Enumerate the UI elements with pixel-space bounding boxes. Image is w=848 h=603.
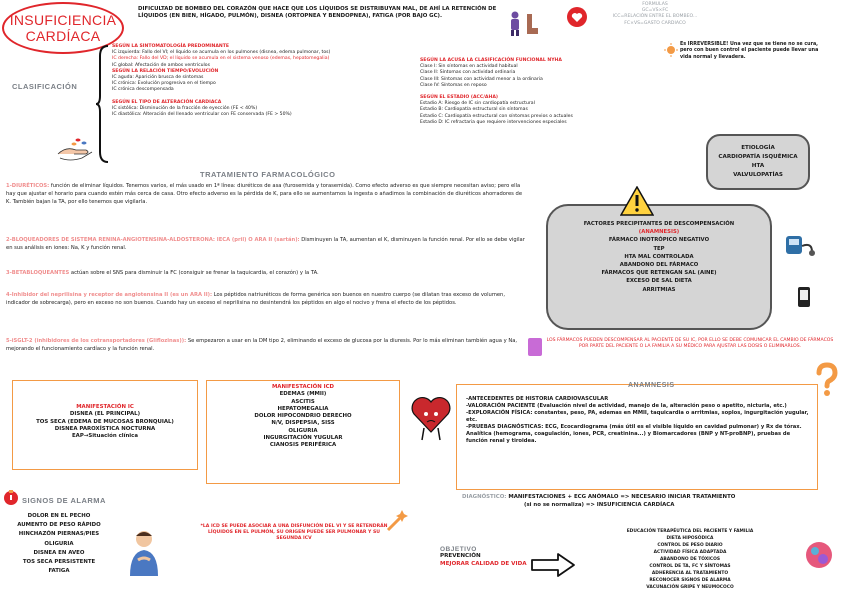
group-item: Clase II: Síntomas con actividad ordinaria [420,70,516,76]
clinical-item: CIANOSIS PERIFÉRICA [269,442,337,449]
clinical-item: TOS SECA (EDEMA DE MUCOSAS BRONQUIAL) [36,418,174,425]
icd-note: *LA ICD SE PUEDE ASOCIAR A UNA DISFUNCIÓN DEL VI Y SE RETENDRÁN LÍQUIDOS EN EL PULMÓN, SU ORIGEN PUEDE SER PULMONAR Y SU SEGUNDA ICV [200,524,388,542]
formula-line: ICC=RELACIÓN ENTRE EL BOMBEO... [612,14,698,20]
patient-edema-icon [508,10,542,38]
drug-warning-note: LOS FÁRMACOS PUEDEN DESCOMPENSAR AL PACIENTE DE SU IC, POR ELLO SE DEBE COMUNICAR EL CAMBIO DE FÁRMACOS POR PARTE DEL PACIENTE O LA FAMILIA A SU MÉDICO PARA AJUSTAR LAS DOSIS O ELIMINARLOS. [546,338,834,350]
clinical-item: ASCITIS [291,398,315,405]
formula-line: FC×VS=GASTO CARDIACO [624,20,686,26]
objective-label: OBJETIVO [440,546,477,553]
classification-right [420,58,650,126]
group-item: IC crónica descompensada [112,87,174,93]
warning-item: FATIGA [48,568,70,575]
precipitating-subtitle: (ANAMNESIS) [638,229,680,236]
etiology-item: CARDIOPATÍA ISQUÉMICA [718,153,798,160]
treatment-text: Los péptidos natriuréticos de forma genérica son buenos en nuestro cuerpo (se dilatan tras exceso de volumen, indicador de sobrecarga), pero en exceso no son buenos. Cuando hay un exceso el neprilisina no desintendrá los péptidos en algo el nocivo y frena el efecto de los péptidos. [6,292,505,306]
group-item: IC global: Afectación de ambos ventrículos [112,62,211,68]
diagnosis-text-2: (si no se normaliza) => INSUFICIENCIA CARDÍACA [524,502,675,508]
education-item: DIETA HIPOSÓDICA [666,536,714,542]
precipitating-item: TEP [653,245,665,252]
education-item: EDUCACIÓN TERAPÉUTICA DEL PACIENTE Y FAMILIA [626,529,754,534]
warning-item: TOS SECA PERSISTENTE [22,558,96,565]
group-item: Clase I: Sin síntomas en actividad habitual [420,64,518,70]
group-item: Clase IV: Síntomas en reposo [420,82,487,88]
diagnosis-label: DIAGNÓSTICO: [462,494,507,500]
formula-line: GC=VS×FC [641,8,669,14]
group-title: SEGÚN LA SINTOMATOLOGÍA PREDOMINANTE [112,44,230,49]
group-item: IC aguda: Aparición brusca de síntomas [112,74,204,80]
clinical-item: EDEMAS (MMII) [279,391,327,398]
phone-icon [796,286,812,308]
education-item: ABANDONO DE TÓXICOS [659,557,720,563]
precipitating-item: EXCESO DE SAL DIETA [626,278,692,285]
etiology-item: VALVULOPATÍAS [733,171,783,178]
warning-item: AUMENTO DE PESO RÁPIDO [17,522,101,529]
clinical-item: OLIGURIA [288,427,318,434]
clinical-item: DISNEA (EL PRINCIPAL) [69,411,141,418]
objective-item: PREVENCIÓN [440,553,481,559]
treatment-heading: 1-DIURÉTICOS: [6,183,50,189]
group-item: IC izquierda: Fallo del VI; el líquido se acumula en los pulmones (disnea, edema pulmonar, tos) [112,50,331,56]
education-item: CONTROL DE TA, FC Y SÍNTOMAS [649,564,731,570]
precipitating-title: FACTORES PRECIPITANTES DE DESCOMPENSACIÓN [583,221,735,227]
clinical-item: INGURGITACIÓN YUGULAR [263,435,343,442]
precipitating-item: FÁRMACOS QUE RETENGAN SAL (AINE) [601,270,717,277]
warning-item: DISNEA EN AVEO [33,549,85,556]
pills-hand-icon [56,132,96,166]
group-item: Estadio D: IC refractaria que requiere intervenciones especiales [420,119,567,125]
group-item: IC sistólica: Disminución de la fracción de eyección (FE < 40%) [112,105,258,111]
arrow-right-icon [530,552,576,578]
group-item: IC crónica: Evolución progresiva en el tiempo [112,81,216,87]
treatment-para-1 [6,183,526,206]
anamnesis-item: -PRUEBAS DIAGNÓSTICAS: ECG, Ecocardiograma (más útil es el visible líquido en cavidad pulmonar) y Rx de tórax. Analítica (hemograma, coagulación, iones, PCR, creatinina...) y Biomarcadores (BNP y NT-proBNP), pruebas de función renal y tiroidea. [466,424,802,445]
warning-signs-title: SIGNOS DE ALARMA [22,496,106,505]
sun-icon [664,42,678,56]
treatment-para-5 [6,338,526,354]
precipitating-item: ARRITMIAS [642,286,676,293]
education-item: RECONOCER SIGNOS DE ALARMA [649,578,731,584]
classification-left [112,44,412,118]
treatment-title: TRATAMIENTO FARMACOLÓGICO [200,170,336,179]
treatment-heading: 5-iSGLT-2 (inhibidores de los cotransportadores (Gliflozinas)): [6,338,187,344]
question-icon [812,362,842,398]
group-item: IC derecha: Fallo del VD; el líquido se acumula en el sistema venoso (edemas, hepatomegalia) [112,56,330,62]
group-item: Estadio C: Cardiopatía estructural con síntomas previos o actuales [420,113,573,119]
group-item: IC diastólica: Alteración del llenado ventricular con FE conservada (FE > 50%) [112,111,292,117]
classification-brace [96,44,110,164]
treatment-heading: 3-BETABLOQUEANTES [6,270,70,276]
anamnesis-title: ANAMNESIS [628,382,675,389]
anamnesis-item: -ANTECEDENTES DE HISTORIA CARDIOVASCULAR [466,396,609,402]
education-list [580,528,800,591]
objective-block [440,546,530,568]
globe-icon [804,540,834,570]
left-clinical-content [12,404,198,440]
warning-signs-list [4,512,114,576]
etiology-title: ETIOLOGÍA [741,145,775,151]
bp-monitor-icon [784,232,816,258]
definition-text: DIFICULTAD DE BOMBEO DEL CORAZÓN QUE HACE QUE LOS LÍQUIDOS SE DISTRIBUYAN MAL, DE AHÍ LA RETENCIÓN DE LÍQUIDOS (EN BIEN, HÍGADO, PULMÓN), DISNEA (ORTOPNEA Y BENDOPNEA), FATIGA (POR BAJO GC). [138,6,497,20]
title-line-2: CARDÍACA [25,28,101,44]
gradient-shape-icon [528,338,542,356]
treatment-heading: 4-Inhibidor del neprilisina y receptor de angiotensina II (es un ARA II): [6,292,213,298]
treatment-para-3 [6,270,526,278]
group-item: Clase III: Síntomas con actividad menor a la ordinaria [420,76,543,82]
etiology-item: HTA [751,162,765,169]
clinical-item: DISNEA PAROXÍSTICA NOCTURNA [54,425,156,432]
group-title: SEGÚN LA ACUSA LA CLASIFICACIÓN FUNCIONAL NYHA [420,58,562,63]
precipitating-item: ABANDONO DEL FÁRMACO [619,262,699,269]
classification-label: CLASIFICACIÓN [12,82,78,91]
treatment-text: actúan sobre el SNS para disminuir la FC (consiguir se frenar la taquicardia, el corazón) y la TA. [70,270,319,276]
warning-item: HINCHAZÓN PIERNAS/PIES [18,531,100,538]
title-line-1: INSUFICIENCIA [9,12,117,28]
irreversible-note: Es IRREVERSIBLE! Una vez que se tiene no se cura, pero con buen control el paciente puede llevar una vida normal y llevadera. [680,42,819,60]
person-chest-pain-icon [124,528,164,578]
anamnesis-item: -VALORACIÓN PACIENTE (Evaluación nivel de actividad, manejo de la, alteración peso o apetito, nicturia, etc.) [466,403,787,410]
treatment-para-4 [6,292,526,308]
precipitating-item: HTA MAL CONTROLADA [624,253,694,260]
clinical-item: N/V, DISPEPSIA, SISS [271,420,335,427]
warning-icon [620,186,654,216]
education-item: CONTROL DE PESO DIARIO [657,543,723,549]
education-item: ACTIVIDAD FÍSICA ADAPTADA [653,550,727,556]
education-item: ADHERENCIA AL TRATAMIENTO [651,571,729,577]
precipitating-item: FÁRMACO INOTRÓPICO NEGATIVO [608,237,710,244]
group-title: SEGÚN LA RELACIÓN TIEMPO/EVOLUCIÓN [112,68,219,74]
group-title: SEGÚN EL ESTADIO (ACC/AHA) [420,94,498,100]
anamnesis-item: -EXPLORACIÓN FÍSICA: constantes, peso, PA, edemas en MMII, taquicardia o arritmias, soplos, ingurgitación yugular, etc. [466,410,809,424]
treatment-text: Disminuyen la TA, aumentan el K, disminuyen la función renal. Por ello se debe vigilar en sus análisis en iones: Na, K y función renal. [6,237,525,251]
clinical-item: EAP→Situación clínica [72,433,138,440]
clinical-item: HEPATOMEGALIA [277,405,329,412]
formula-note [600,2,710,27]
middle-clinical-content [206,384,400,450]
objective-item: MEJORAR CALIDAD DE VIDA [440,560,527,567]
clinical-item: DOLOR HIPOCONDRIO DERECHO [254,413,352,420]
education-item: VACUNACIÓN GRIPE Y NEUMOCOCO [646,585,734,591]
group-item: Estadio B: Cardiopatía estructural sin síntomas [420,107,528,113]
group-title: SEGÚN EL TIPO DE ALTERACIÓN CARDIACA [112,99,222,105]
warning-item: OLIGURIA [44,540,74,547]
anamnesis-content [466,396,810,445]
treatment-text: función de eliminar líquidos. Tenemos varios, el más usado en 1ª línea: diuréticos de asa (furosemida y torasemida). Como efecto adverso es que siempre necesitan aviso; pero ella hay que ajustar el horario para cuando estén más cerca de casa. Otro efecto adverso es la pérdida de K, para ello se aumentamos la ingesta o añadimos la combinación de diuréticos ahorradores de K. También bajan la TA, por ello tenemos que vigilarla. [6,183,523,205]
group-item: Estadio A: Riesgo de IC sin cardiopatía estructural [420,101,535,107]
diagnosis-line [462,494,842,501]
alarm-icon [2,488,20,506]
heart-character-icon [410,392,452,444]
middle-clinical-title: MANIFESTACIÓN ICD [271,384,335,390]
formula-line: FORMULAS [642,2,668,7]
diagnosis-text: MANIFESTACIONES + ECG ANÓMALO => NECESARIO INICIAR TRATAMIENTO [508,494,736,500]
treatment-heading: 2-BLOQUEADORES DE SISTEMA RENINA-ANGIOTENSINA-ALDOSTERONA: IECA (pril) O ARA II (sartán): [6,237,300,243]
left-clinical-title: MANIFESTACIÓN IC [76,404,134,410]
treatment-para-2 [6,237,526,253]
warning-item: DOLOR EN EL PECHO [27,513,91,519]
precipitating-box [546,204,772,330]
diagnosis-line-2 [524,502,844,509]
treatment-text: Se empezaron a usar en la DM tipo 2, eliminando el exceso de glucosa por la diuresis. Por lo más eliminan también agua y Na, mejorando el funcionamiento cardíaco y la función renal. [6,338,518,352]
etiology-box [706,134,810,190]
heart-badge-icon [566,6,588,28]
